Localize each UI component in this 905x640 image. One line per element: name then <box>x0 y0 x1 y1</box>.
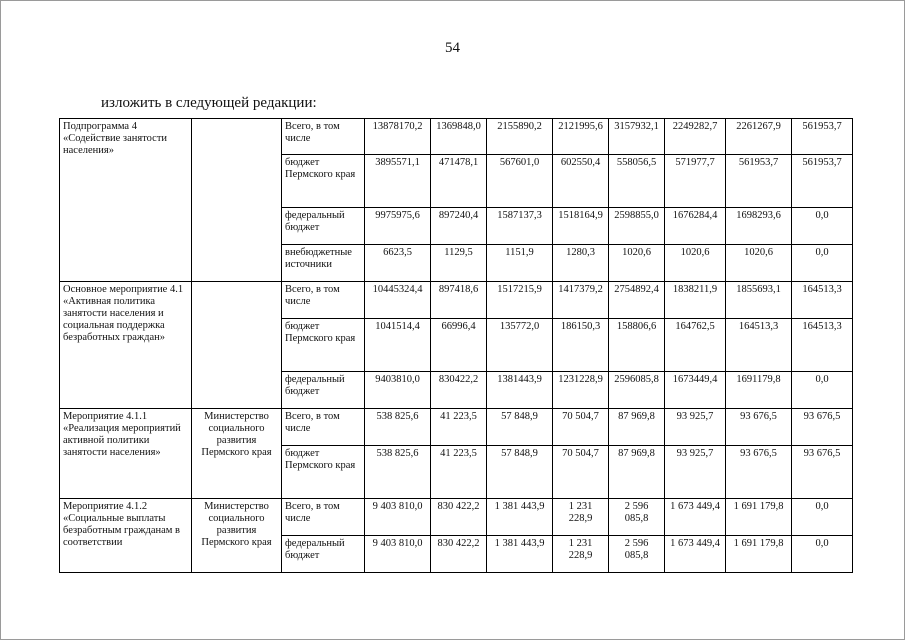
funding-source-cell: внебюджетные источники <box>282 245 365 282</box>
amount-cell: 1 231 228,9 <box>553 499 609 536</box>
funding-source-cell: Всего, в том числе <box>282 282 365 319</box>
amount-cell: 70 504,7 <box>553 446 609 499</box>
amount-cell: 2249282,7 <box>665 119 726 155</box>
amount-cell: 897418,6 <box>431 282 487 319</box>
amount-cell: 1 231 228,9 <box>553 536 609 573</box>
amount-cell: 93 925,7 <box>665 446 726 499</box>
amount-cell: 2155890,2 <box>487 119 553 155</box>
amount-cell: 57 848,9 <box>487 409 553 446</box>
executor-cell <box>192 119 282 282</box>
amount-cell: 1020,6 <box>726 245 792 282</box>
amount-cell: 2598855,0 <box>609 208 665 245</box>
amount-cell: 1587137,3 <box>487 208 553 245</box>
amount-cell: 1 381 443,9 <box>487 499 553 536</box>
amount-cell: 1518164,9 <box>553 208 609 245</box>
amount-cell: 830422,2 <box>431 372 487 409</box>
amount-cell: 87 969,8 <box>609 446 665 499</box>
amount-cell: 93 676,5 <box>792 409 853 446</box>
amount-cell: 164513,3 <box>792 319 853 372</box>
intro-text: изложить в следующей редакции: <box>101 95 317 111</box>
amount-cell: 93 676,5 <box>792 446 853 499</box>
amount-cell: 1838211,9 <box>665 282 726 319</box>
amount-cell: 57 848,9 <box>487 446 553 499</box>
amount-cell: 1417379,2 <box>553 282 609 319</box>
amount-cell: 1129,5 <box>431 245 487 282</box>
funding-source-cell: федеральный бюджет <box>282 372 365 409</box>
amount-cell: 164762,5 <box>665 319 726 372</box>
amount-cell: 1698293,6 <box>726 208 792 245</box>
amount-cell: 1020,6 <box>665 245 726 282</box>
amount-cell: 1151,9 <box>487 245 553 282</box>
amount-cell: 158806,6 <box>609 319 665 372</box>
table-row <box>60 499 853 536</box>
amount-cell: 2 596 085,8 <box>609 499 665 536</box>
executor-cell: Министерство социального развития Пермского края <box>192 499 282 573</box>
amount-cell: 9403810,0 <box>365 372 431 409</box>
amount-cell: 561953,7 <box>726 155 792 208</box>
amount-cell: 9 403 810,0 <box>365 536 431 573</box>
amount-cell: 10445324,4 <box>365 282 431 319</box>
amount-cell: 6623,5 <box>365 245 431 282</box>
amount-cell: 561953,7 <box>792 155 853 208</box>
amount-cell: 1231228,9 <box>553 372 609 409</box>
amount-cell: 1673449,4 <box>665 372 726 409</box>
amount-cell: 1369848,0 <box>431 119 487 155</box>
amount-cell: 9 403 810,0 <box>365 499 431 536</box>
table-row <box>60 409 853 446</box>
amount-cell: 3157932,1 <box>609 119 665 155</box>
amount-cell: 1676284,4 <box>665 208 726 245</box>
amount-cell: 567601,0 <box>487 155 553 208</box>
funding-source-cell: федеральный бюджет <box>282 208 365 245</box>
amount-cell: 897240,4 <box>431 208 487 245</box>
funding-source-cell: бюджет Пермского края <box>282 155 365 208</box>
funding-source-cell: Всего, в том числе <box>282 409 365 446</box>
amount-cell: 93 925,7 <box>665 409 726 446</box>
amount-cell: 830 422,2 <box>431 536 487 573</box>
amount-cell: 2754892,4 <box>609 282 665 319</box>
amount-cell: 0,0 <box>792 372 853 409</box>
amount-cell: 0,0 <box>792 536 853 573</box>
funding-source-cell: бюджет Пермского края <box>282 319 365 372</box>
amount-cell: 1691179,8 <box>726 372 792 409</box>
amount-cell: 1 673 449,4 <box>665 536 726 573</box>
amount-cell: 2 596 085,8 <box>609 536 665 573</box>
amount-cell: 471478,1 <box>431 155 487 208</box>
amount-cell: 571977,7 <box>665 155 726 208</box>
amount-cell: 186150,3 <box>553 319 609 372</box>
amount-cell: 41 223,5 <box>431 409 487 446</box>
amount-cell: 1 691 179,8 <box>726 499 792 536</box>
program-name-cell: Мероприятие 4.1.2 «Социальные выплаты безработным гражданам в соответствии <box>60 499 192 573</box>
amount-cell: 9975975,6 <box>365 208 431 245</box>
amount-cell: 13878170,2 <box>365 119 431 155</box>
amount-cell: 1 691 179,8 <box>726 536 792 573</box>
amount-cell: 135772,0 <box>487 319 553 372</box>
funding-source-cell: бюджет Пермского края <box>282 446 365 499</box>
amount-cell: 1280,3 <box>553 245 609 282</box>
program-name-cell: Подпрограмма 4 «Содействие занятости населения» <box>60 119 192 282</box>
table-row <box>60 282 853 319</box>
program-name-cell: Мероприятие 4.1.1 «Реализация мероприятий активной политики занятости населения» <box>60 409 192 499</box>
amount-cell: 93 676,5 <box>726 409 792 446</box>
funding-source-cell: Всего, в том числе <box>282 119 365 155</box>
amount-cell: 0,0 <box>792 208 853 245</box>
table-row <box>60 119 853 155</box>
amount-cell: 2121995,6 <box>553 119 609 155</box>
budget-table <box>59 118 853 573</box>
amount-cell: 1 673 449,4 <box>665 499 726 536</box>
amount-cell: 164513,3 <box>792 282 853 319</box>
amount-cell: 558056,5 <box>609 155 665 208</box>
amount-cell: 93 676,5 <box>726 446 792 499</box>
amount-cell: 70 504,7 <box>553 409 609 446</box>
program-name-cell: Основное мероприятие 4.1 «Активная политика занятости населения и социальная поддержка безработных граждан» <box>60 282 192 409</box>
executor-cell: Министерство социального развития Пермского края <box>192 409 282 499</box>
amount-cell: 538 825,6 <box>365 409 431 446</box>
executor-cell <box>192 282 282 409</box>
amount-cell: 66996,4 <box>431 319 487 372</box>
amount-cell: 1041514,4 <box>365 319 431 372</box>
amount-cell: 1 381 443,9 <box>487 536 553 573</box>
amount-cell: 2261267,9 <box>726 119 792 155</box>
amount-cell: 1381443,9 <box>487 372 553 409</box>
amount-cell: 164513,3 <box>726 319 792 372</box>
amount-cell: 87 969,8 <box>609 409 665 446</box>
funding-source-cell: федеральный бюджет <box>282 536 365 573</box>
amount-cell: 1855693,1 <box>726 282 792 319</box>
funding-source-cell: Всего, в том числе <box>282 499 365 536</box>
amount-cell: 0,0 <box>792 245 853 282</box>
amount-cell: 0,0 <box>792 499 853 536</box>
page-number: 54 <box>445 40 460 56</box>
amount-cell: 830 422,2 <box>431 499 487 536</box>
amount-cell: 561953,7 <box>792 119 853 155</box>
amount-cell: 1517215,9 <box>487 282 553 319</box>
amount-cell: 2596085,8 <box>609 372 665 409</box>
amount-cell: 3895571,1 <box>365 155 431 208</box>
amount-cell: 41 223,5 <box>431 446 487 499</box>
amount-cell: 1020,6 <box>609 245 665 282</box>
amount-cell: 538 825,6 <box>365 446 431 499</box>
amount-cell: 602550,4 <box>553 155 609 208</box>
